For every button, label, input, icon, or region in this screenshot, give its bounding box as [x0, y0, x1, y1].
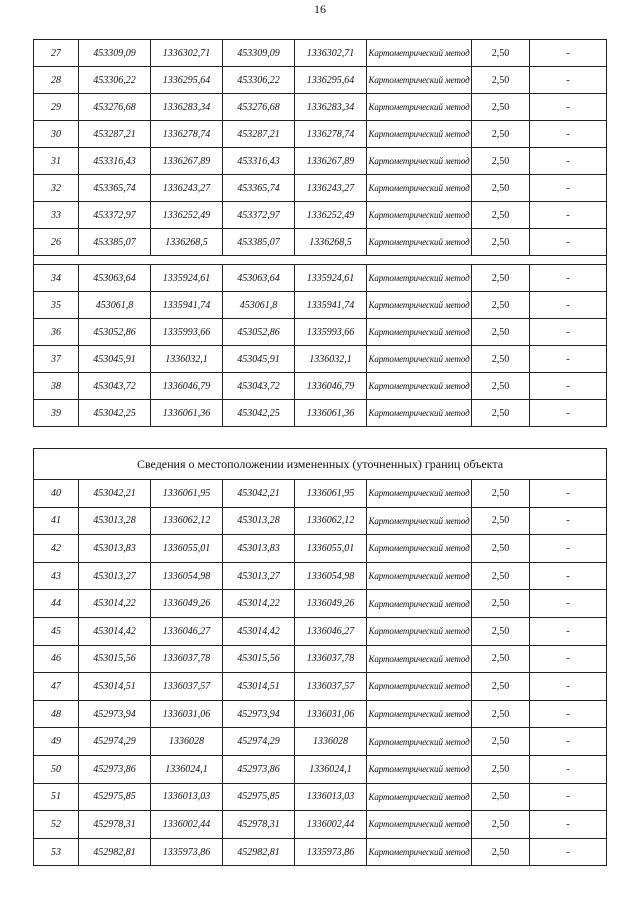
y-refined-cell: 1336031,06 — [295, 700, 367, 728]
method-cell: Картометрический метод — [367, 202, 472, 229]
table-row — [34, 175, 607, 202]
method-cell: Картометрический метод — [367, 373, 472, 400]
x-refined-cell: 453013,28 — [223, 507, 295, 535]
x-refined-cell: 452974,29 — [223, 728, 295, 756]
table-row — [34, 700, 607, 728]
x-existing-cell: 452975,85 — [79, 783, 151, 811]
x-refined-cell: 453309,09 — [223, 40, 295, 67]
y-existing-cell: 1336252,49 — [151, 202, 223, 229]
x-refined-cell: 453287,21 — [223, 121, 295, 148]
y-existing-cell: 1336061,95 — [151, 480, 223, 508]
x-existing-cell: 453306,22 — [79, 67, 151, 94]
method-cell: Картометрический метод — [367, 617, 472, 645]
table1-separator — [34, 256, 607, 265]
accuracy-cell: 2,50 — [472, 783, 530, 811]
x-existing-cell: 452974,29 — [79, 728, 151, 756]
x-existing-cell: 453014,42 — [79, 617, 151, 645]
accuracy-cell: 2,50 — [472, 67, 530, 94]
y-existing-cell: 1335941,74 — [151, 292, 223, 319]
table-row — [34, 590, 607, 618]
accuracy-cell: 2,50 — [472, 645, 530, 673]
method-cell: Картометрический метод — [367, 700, 472, 728]
y-refined-cell: 1336032,1 — [295, 346, 367, 373]
y-refined-cell: 1336028 — [295, 728, 367, 756]
y-refined-cell: 1336037,57 — [295, 673, 367, 701]
table1-group1-body — [34, 40, 607, 256]
coordinates-table-continued — [33, 39, 607, 427]
note-cell: - — [530, 346, 607, 373]
x-refined-cell: 452978,31 — [223, 811, 295, 839]
method-cell: Картометрический метод — [367, 400, 472, 427]
table-row — [34, 121, 607, 148]
x-existing-cell: 452973,86 — [79, 755, 151, 783]
accuracy-cell: 2,50 — [472, 148, 530, 175]
note-cell: - — [530, 40, 607, 67]
method-cell: Картометрический метод — [367, 535, 472, 563]
accuracy-cell: 2,50 — [472, 94, 530, 121]
method-cell: Картометрический метод — [367, 265, 472, 292]
table-row — [34, 400, 607, 427]
table-row — [34, 811, 607, 839]
y-refined-cell: 1336061,36 — [295, 400, 367, 427]
point-number-cell: 26 — [34, 229, 79, 256]
table1-group2-body — [34, 265, 607, 427]
x-existing-cell: 453045,91 — [79, 346, 151, 373]
table-row — [34, 346, 607, 373]
table-row — [34, 617, 607, 645]
point-number-cell: 37 — [34, 346, 79, 373]
note-cell: - — [530, 700, 607, 728]
x-refined-cell: 453042,21 — [223, 480, 295, 508]
y-existing-cell: 1336013,03 — [151, 783, 223, 811]
point-number-cell: 40 — [34, 480, 79, 508]
accuracy-cell: 2,50 — [472, 292, 530, 319]
x-refined-cell: 453052,86 — [223, 319, 295, 346]
method-cell: Картометрический метод — [367, 148, 472, 175]
y-refined-cell: 1336295,64 — [295, 67, 367, 94]
x-refined-cell: 452973,86 — [223, 755, 295, 783]
x-existing-cell: 453015,56 — [79, 645, 151, 673]
accuracy-cell: 2,50 — [472, 400, 530, 427]
x-refined-cell: 453385,07 — [223, 229, 295, 256]
y-refined-cell: 1336267,89 — [295, 148, 367, 175]
table-row — [34, 535, 607, 563]
method-cell: Картометрический метод — [367, 838, 472, 866]
y-existing-cell: 1336062,12 — [151, 507, 223, 535]
x-refined-cell: 453043,72 — [223, 373, 295, 400]
y-existing-cell: 1336278,74 — [151, 121, 223, 148]
point-number-cell: 46 — [34, 645, 79, 673]
y-refined-cell: 1336013,03 — [295, 783, 367, 811]
table-row — [34, 265, 607, 292]
accuracy-cell: 2,50 — [472, 535, 530, 563]
note-cell: - — [530, 755, 607, 783]
method-cell: Картометрический метод — [367, 121, 472, 148]
x-refined-cell: 452975,85 — [223, 783, 295, 811]
table-row — [34, 148, 607, 175]
x-refined-cell: 453372,97 — [223, 202, 295, 229]
point-number-cell: 51 — [34, 783, 79, 811]
method-cell: Картометрический метод — [367, 783, 472, 811]
point-number-cell: 36 — [34, 319, 79, 346]
note-cell: - — [530, 645, 607, 673]
note-cell: - — [530, 590, 607, 618]
method-cell: Картометрический метод — [367, 507, 472, 535]
x-existing-cell: 452982,81 — [79, 838, 151, 866]
x-existing-cell: 453014,51 — [79, 673, 151, 701]
note-cell: - — [530, 811, 607, 839]
method-cell: Картометрический метод — [367, 811, 472, 839]
x-existing-cell: 453063,64 — [79, 265, 151, 292]
y-refined-cell: 1336002,44 — [295, 811, 367, 839]
accuracy-cell: 2,50 — [472, 480, 530, 508]
y-existing-cell: 1336028 — [151, 728, 223, 756]
point-number-cell: 32 — [34, 175, 79, 202]
accuracy-cell: 2,50 — [472, 229, 530, 256]
y-refined-cell: 1336024,1 — [295, 755, 367, 783]
table-row — [34, 373, 607, 400]
table-row — [34, 292, 607, 319]
accuracy-cell: 2,50 — [472, 175, 530, 202]
accuracy-cell: 2,50 — [472, 755, 530, 783]
y-refined-cell: 1335924,61 — [295, 265, 367, 292]
y-existing-cell: 1335924,61 — [151, 265, 223, 292]
note-cell: - — [530, 373, 607, 400]
accuracy-cell: 2,50 — [472, 590, 530, 618]
accuracy-cell: 2,50 — [472, 673, 530, 701]
note-cell: - — [530, 400, 607, 427]
point-number-cell: 45 — [34, 617, 79, 645]
point-number-cell: 30 — [34, 121, 79, 148]
x-refined-cell: 453061,8 — [223, 292, 295, 319]
method-cell: Картометрический метод — [367, 562, 472, 590]
x-refined-cell: 453013,83 — [223, 535, 295, 563]
y-existing-cell: 1336055,01 — [151, 535, 223, 563]
accuracy-cell: 2,50 — [472, 202, 530, 229]
y-existing-cell: 1336054,98 — [151, 562, 223, 590]
x-refined-cell: 453014,22 — [223, 590, 295, 618]
y-refined-cell: 1335973,86 — [295, 838, 367, 866]
x-existing-cell: 453061,8 — [79, 292, 151, 319]
accuracy-cell: 2,50 — [472, 811, 530, 839]
note-cell: - — [530, 673, 607, 701]
x-refined-cell: 452973,94 — [223, 700, 295, 728]
x-existing-cell: 453052,86 — [79, 319, 151, 346]
x-refined-cell: 453306,22 — [223, 67, 295, 94]
x-existing-cell: 453042,25 — [79, 400, 151, 427]
y-existing-cell: 1336046,79 — [151, 373, 223, 400]
table-row — [34, 755, 607, 783]
note-cell: - — [530, 94, 607, 121]
note-cell: - — [530, 617, 607, 645]
note-cell: - — [530, 229, 607, 256]
y-existing-cell: 1336037,78 — [151, 645, 223, 673]
method-cell: Картометрический метод — [367, 94, 472, 121]
method-cell: Картометрический метод — [367, 175, 472, 202]
x-refined-cell: 453013,27 — [223, 562, 295, 590]
y-refined-cell: 1336046,79 — [295, 373, 367, 400]
point-number-cell: 50 — [34, 755, 79, 783]
table-row — [34, 838, 607, 866]
accuracy-cell: 2,50 — [472, 617, 530, 645]
accuracy-cell: 2,50 — [472, 319, 530, 346]
point-number-cell: 28 — [34, 67, 79, 94]
x-existing-cell: 453043,72 — [79, 373, 151, 400]
point-number-cell: 34 — [34, 265, 79, 292]
x-existing-cell: 453014,22 — [79, 590, 151, 618]
y-refined-cell: 1336268,5 — [295, 229, 367, 256]
y-existing-cell: 1336243,27 — [151, 175, 223, 202]
y-refined-cell: 1336046,27 — [295, 617, 367, 645]
x-existing-cell: 453287,21 — [79, 121, 151, 148]
y-refined-cell: 1336054,98 — [295, 562, 367, 590]
x-existing-cell: 453013,27 — [79, 562, 151, 590]
note-cell: - — [530, 292, 607, 319]
method-cell: Картометрический метод — [367, 590, 472, 618]
x-existing-cell: 452978,31 — [79, 811, 151, 839]
x-existing-cell: 453276,68 — [79, 94, 151, 121]
y-refined-cell: 1336283,34 — [295, 94, 367, 121]
x-refined-cell: 453365,74 — [223, 175, 295, 202]
point-number-cell: 39 — [34, 400, 79, 427]
x-refined-cell: 453014,51 — [223, 673, 295, 701]
y-refined-cell: 1336061,95 — [295, 480, 367, 508]
method-cell: Картометрический метод — [367, 229, 472, 256]
method-cell: Картометрический метод — [367, 319, 472, 346]
method-cell: Картометрический метод — [367, 480, 472, 508]
x-existing-cell: 453316,43 — [79, 148, 151, 175]
y-existing-cell: 1336049,26 — [151, 590, 223, 618]
method-cell: Картометрический метод — [367, 292, 472, 319]
x-existing-cell: 453372,97 — [79, 202, 151, 229]
method-cell: Картометрический метод — [367, 728, 472, 756]
y-refined-cell: 1336062,12 — [295, 507, 367, 535]
x-refined-cell: 453316,43 — [223, 148, 295, 175]
point-number-cell: 53 — [34, 838, 79, 866]
y-refined-cell: 1336278,74 — [295, 121, 367, 148]
x-existing-cell: 453013,83 — [79, 535, 151, 563]
y-refined-cell: 1335941,74 — [295, 292, 367, 319]
accuracy-cell: 2,50 — [472, 728, 530, 756]
accuracy-cell: 2,50 — [472, 40, 530, 67]
table-row — [34, 202, 607, 229]
method-cell: Картометрический метод — [367, 673, 472, 701]
note-cell: - — [530, 507, 607, 535]
note-cell: - — [530, 728, 607, 756]
note-cell: - — [530, 121, 607, 148]
y-refined-cell: 1336243,27 — [295, 175, 367, 202]
accuracy-cell: 2,50 — [472, 507, 530, 535]
table2-body — [34, 480, 607, 866]
method-cell: Картометрический метод — [367, 40, 472, 67]
x-existing-cell: 453013,28 — [79, 507, 151, 535]
table-row — [34, 783, 607, 811]
method-cell: Картометрический метод — [367, 346, 472, 373]
y-existing-cell: 1336032,1 — [151, 346, 223, 373]
x-existing-cell: 452973,94 — [79, 700, 151, 728]
y-existing-cell: 1336031,06 — [151, 700, 223, 728]
y-existing-cell: 1335993,66 — [151, 319, 223, 346]
table-row — [34, 562, 607, 590]
y-existing-cell: 1335973,86 — [151, 838, 223, 866]
table-row — [34, 319, 607, 346]
point-number-cell: 47 — [34, 673, 79, 701]
point-number-cell: 35 — [34, 292, 79, 319]
y-existing-cell: 1336061,36 — [151, 400, 223, 427]
point-number-cell: 27 — [34, 40, 79, 67]
x-refined-cell: 453276,68 — [223, 94, 295, 121]
point-number-cell: 48 — [34, 700, 79, 728]
y-existing-cell: 1336295,64 — [151, 67, 223, 94]
table-row — [34, 229, 607, 256]
accuracy-cell: 2,50 — [472, 838, 530, 866]
table-row — [34, 673, 607, 701]
y-refined-cell: 1335993,66 — [295, 319, 367, 346]
table-row — [34, 40, 607, 67]
section-heading: Сведения о местоположении измененных (уточненных) границ объекта — [34, 449, 607, 480]
point-number-cell: 41 — [34, 507, 79, 535]
point-number-cell: 43 — [34, 562, 79, 590]
accuracy-cell: 2,50 — [472, 265, 530, 292]
x-refined-cell: 453015,56 — [223, 645, 295, 673]
y-existing-cell: 1336302,71 — [151, 40, 223, 67]
x-refined-cell: 452982,81 — [223, 838, 295, 866]
x-existing-cell: 453042,21 — [79, 480, 151, 508]
changed-boundaries-table — [33, 448, 607, 866]
table-row — [34, 67, 607, 94]
method-cell: Картометрический метод — [367, 755, 472, 783]
table-row — [34, 94, 607, 121]
table-row — [34, 645, 607, 673]
accuracy-cell: 2,50 — [472, 373, 530, 400]
y-refined-cell: 1336055,01 — [295, 535, 367, 563]
point-number-cell: 33 — [34, 202, 79, 229]
x-refined-cell: 453014,42 — [223, 617, 295, 645]
x-existing-cell: 453309,09 — [79, 40, 151, 67]
note-cell: - — [530, 175, 607, 202]
note-cell: - — [530, 562, 607, 590]
y-existing-cell: 1336024,1 — [151, 755, 223, 783]
point-number-cell: 44 — [34, 590, 79, 618]
y-existing-cell: 1336268,5 — [151, 229, 223, 256]
y-existing-cell: 1336283,34 — [151, 94, 223, 121]
table-row — [34, 480, 607, 508]
y-refined-cell: 1336037,78 — [295, 645, 367, 673]
y-existing-cell: 1336267,89 — [151, 148, 223, 175]
y-refined-cell: 1336302,71 — [295, 40, 367, 67]
x-refined-cell: 453063,64 — [223, 265, 295, 292]
y-existing-cell: 1336002,44 — [151, 811, 223, 839]
point-number-cell: 52 — [34, 811, 79, 839]
accuracy-cell: 2,50 — [472, 121, 530, 148]
point-number-cell: 49 — [34, 728, 79, 756]
point-number-cell: 42 — [34, 535, 79, 563]
note-cell: - — [530, 319, 607, 346]
note-cell: - — [530, 67, 607, 94]
point-number-cell: 31 — [34, 148, 79, 175]
table-row — [34, 507, 607, 535]
y-existing-cell: 1336046,27 — [151, 617, 223, 645]
method-cell: Картометрический метод — [367, 645, 472, 673]
table-row — [34, 728, 607, 756]
page-number: 16 — [314, 2, 326, 16]
y-existing-cell: 1336037,57 — [151, 673, 223, 701]
method-cell: Картометрический метод — [367, 67, 472, 94]
note-cell: - — [530, 202, 607, 229]
point-number-cell: 38 — [34, 373, 79, 400]
y-refined-cell: 1336049,26 — [295, 590, 367, 618]
y-refined-cell: 1336252,49 — [295, 202, 367, 229]
note-cell: - — [530, 480, 607, 508]
note-cell: - — [530, 148, 607, 175]
note-cell: - — [530, 838, 607, 866]
note-cell: - — [530, 535, 607, 563]
separator-row — [34, 256, 607, 265]
accuracy-cell: 2,50 — [472, 346, 530, 373]
point-number-cell: 29 — [34, 94, 79, 121]
note-cell: - — [530, 783, 607, 811]
x-refined-cell: 453045,91 — [223, 346, 295, 373]
note-cell: - — [530, 265, 607, 292]
accuracy-cell: 2,50 — [472, 700, 530, 728]
accuracy-cell: 2,50 — [472, 562, 530, 590]
x-refined-cell: 453042,25 — [223, 400, 295, 427]
x-existing-cell: 453365,74 — [79, 175, 151, 202]
x-existing-cell: 453385,07 — [79, 229, 151, 256]
